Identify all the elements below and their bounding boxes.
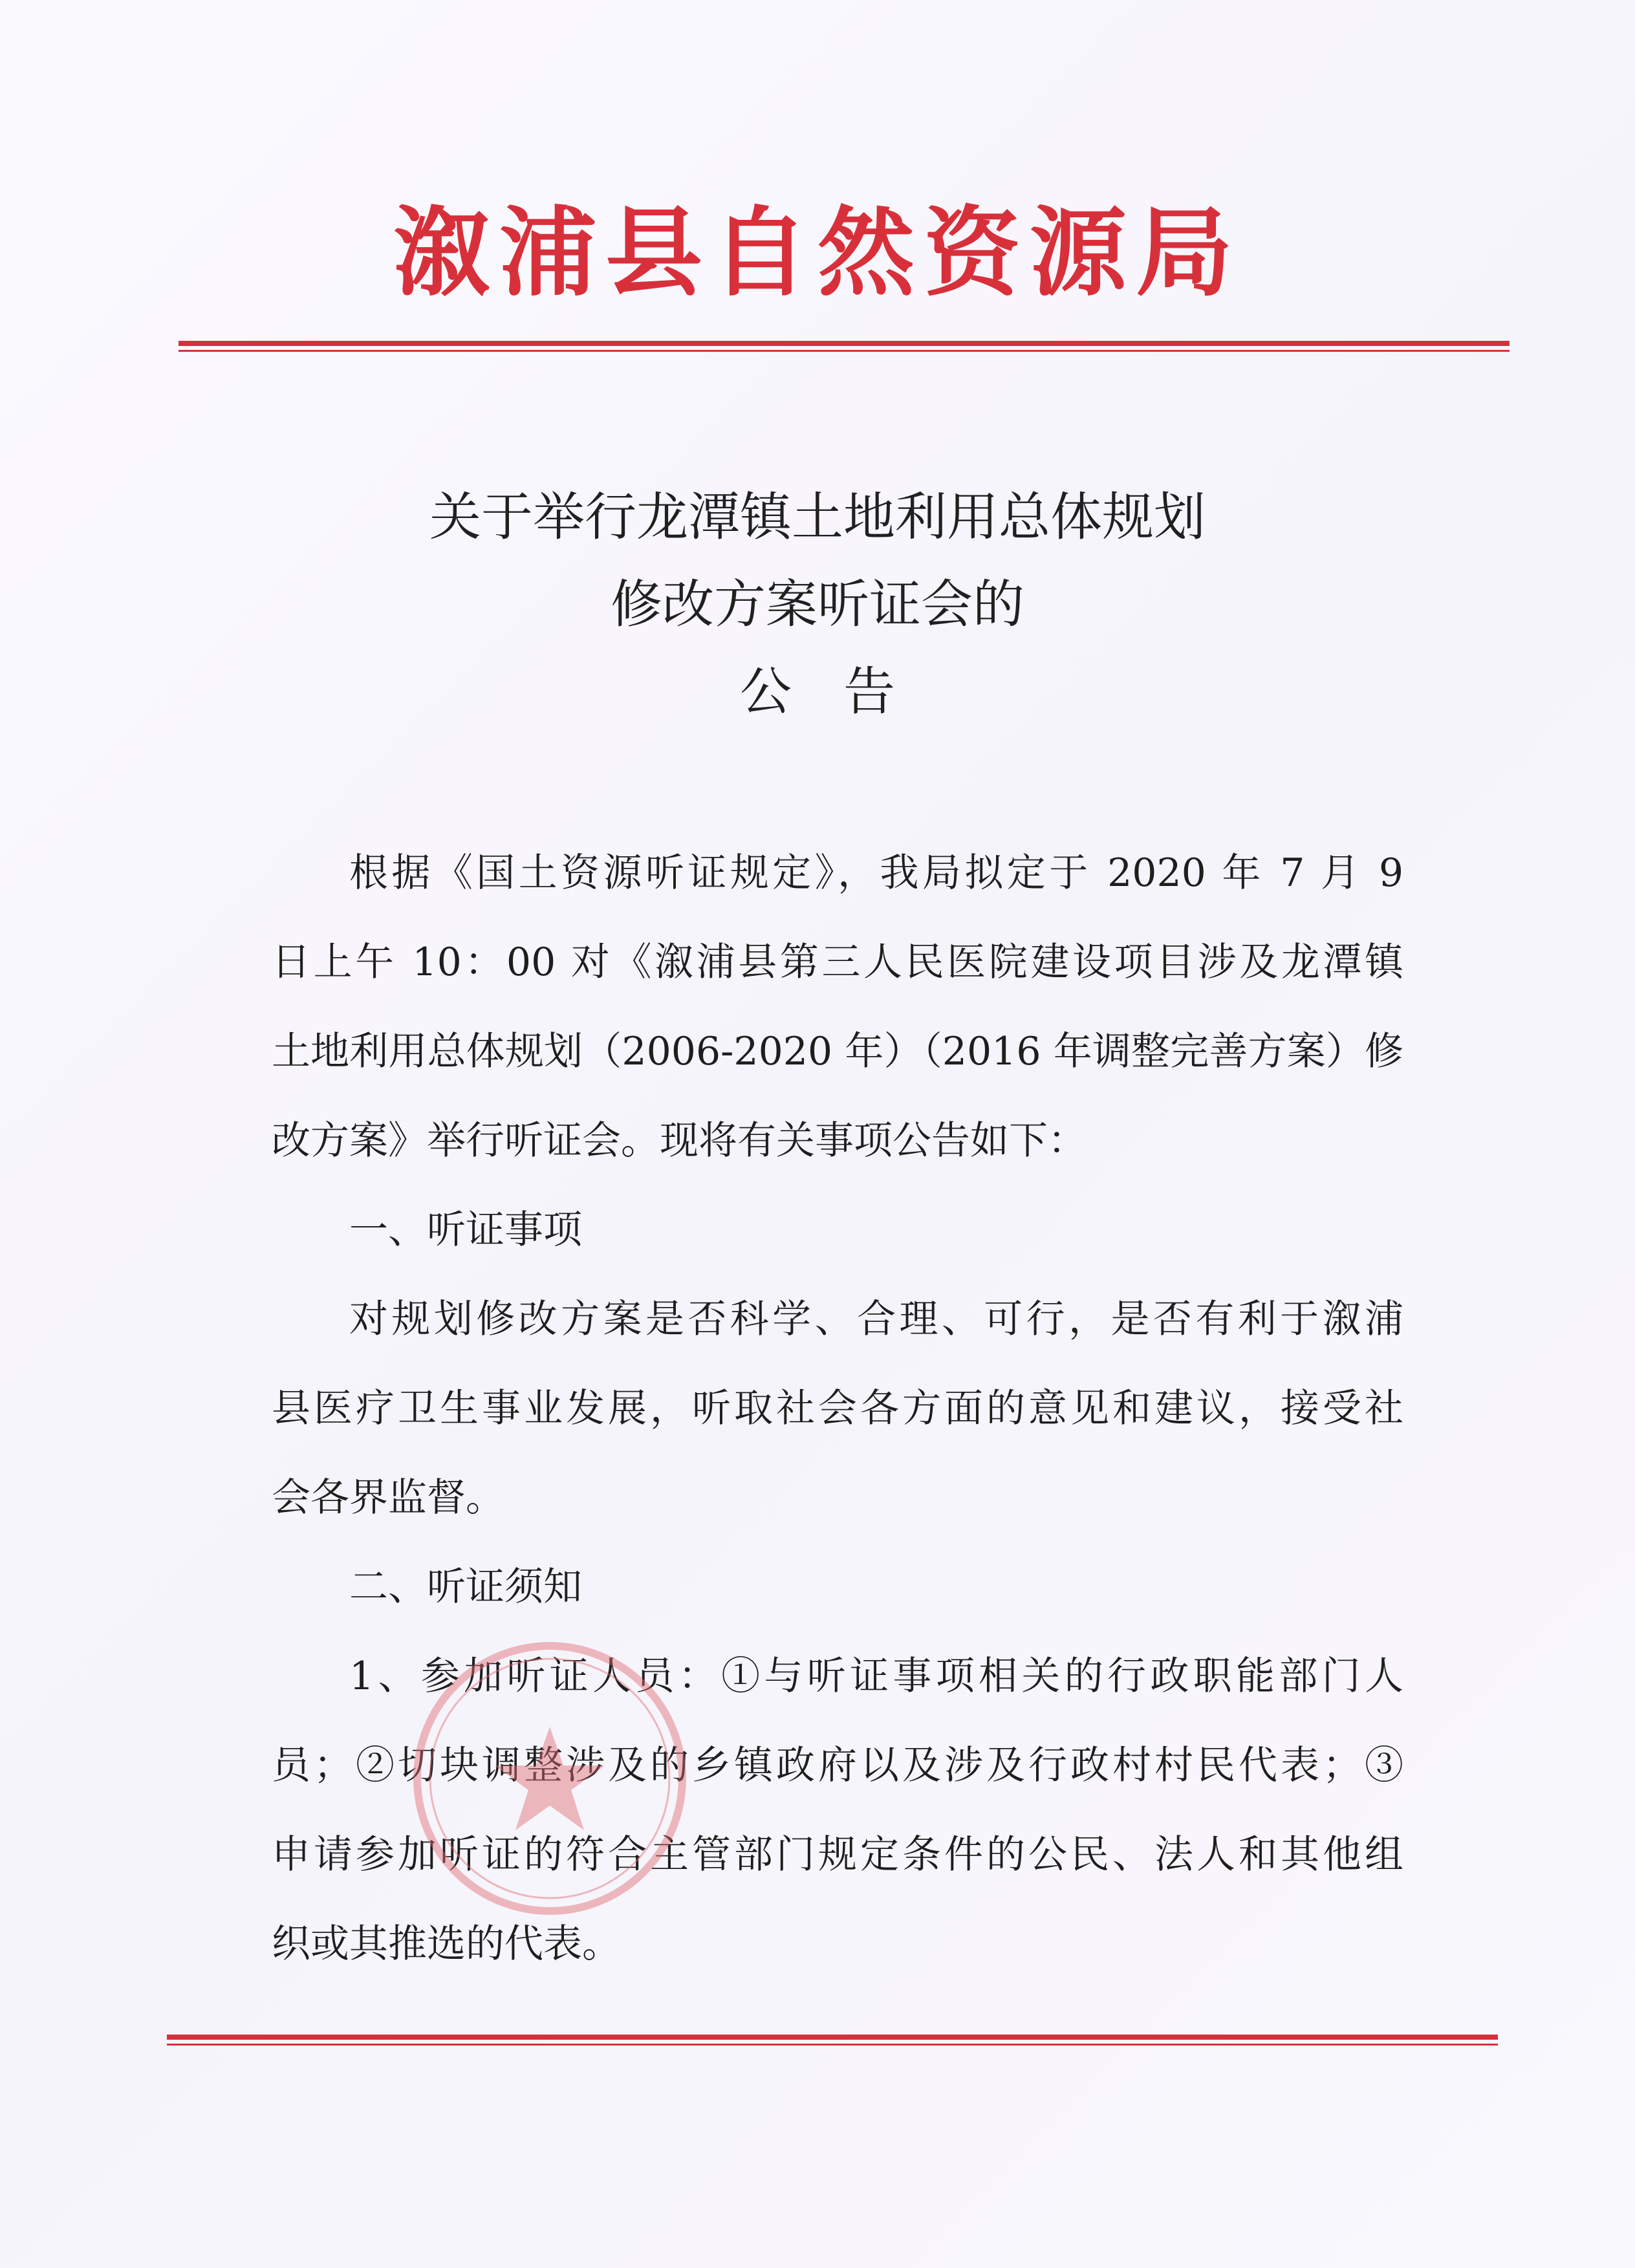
- paragraph-1-line-3: 土地利用总体规划（2006-2020 年）（2016 年调整完善方案）修: [272, 1029, 1403, 1074]
- paragraph-3-line-2: 员；②切块调整涉及的乡镇政府以及涉及行政村村民代表；③: [272, 1743, 1403, 1788]
- paragraph-3-line-3: 申请参加听证的符合主管部门规定条件的公民、法人和其他组: [272, 1832, 1403, 1877]
- footer-rule-thick: [167, 2035, 1498, 2040]
- paragraph-1-line-2: 日上午 10：00 对《溆浦县第三人民医院建设项目涉及龙潭镇: [272, 940, 1403, 985]
- paragraph-3-line-4: 织或其推选的代表。: [272, 1921, 621, 1967]
- header-rule-thin: [179, 350, 1510, 352]
- paragraph-2-line-1: 对规划修改方案是否科学、合理、可行，是否有利于溆浦: [349, 1297, 1403, 1342]
- document-title-line-1: 关于举行龙潭镇土地利用总体规划: [429, 487, 1206, 547]
- paragraph-2-line-2: 县医疗卫生事业发展，听取社会各方面的意见和建议，接受社: [272, 1386, 1403, 1431]
- paragraph-3-line-1: 1、参加听证人员：①与听证事项相关的行政职能部门人: [349, 1654, 1403, 1699]
- document-title-line-3: 公告: [740, 662, 947, 722]
- header-rule-thick: [179, 341, 1510, 346]
- paragraph-1-line-4: 改方案》举行听证会。现将有关事项公告如下：: [272, 1118, 1087, 1163]
- paragraph-2-line-3: 会各界监督。: [272, 1475, 504, 1520]
- footer-rule-thin: [167, 2044, 1498, 2046]
- issuing-authority-header: 溆浦县自然资源局: [393, 197, 1242, 310]
- section-1-heading: 一、听证事项: [349, 1207, 582, 1253]
- document-title-line-2: 修改方案听证会的: [611, 574, 1024, 634]
- section-2-heading: 二、听证须知: [349, 1564, 582, 1610]
- red-star-seal-icon: [407, 1636, 692, 1921]
- paragraph-1-line-1: 根据《国土资源听证规定》，我局拟定于 2020 年 7 月 9: [349, 850, 1403, 896]
